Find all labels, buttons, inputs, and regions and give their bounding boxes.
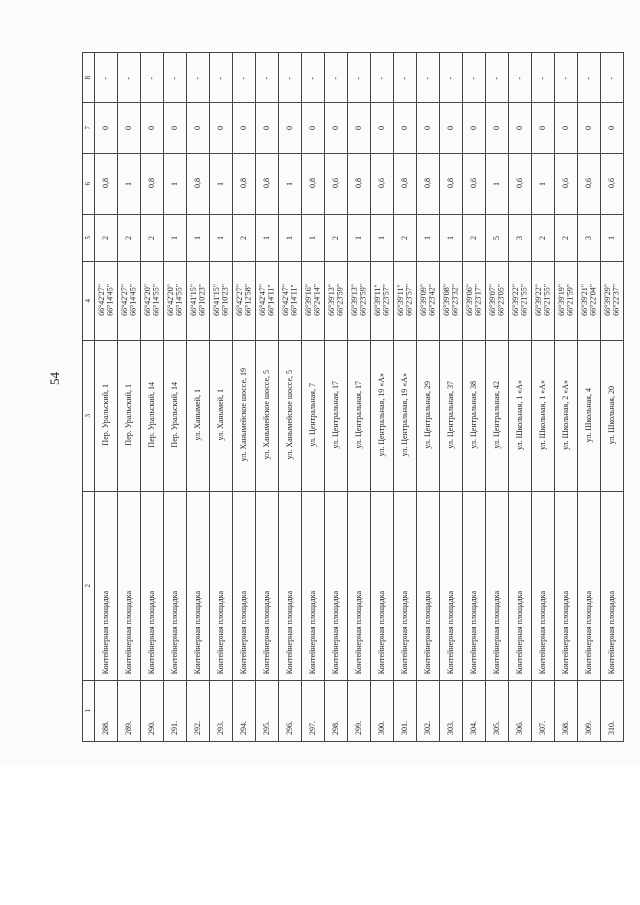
cell-object-type: Контейнерная площадка xyxy=(417,492,440,681)
cell-coordinates: 66°42'20" 66°14'55" xyxy=(141,262,164,340)
cell-row-number: 309. xyxy=(578,681,601,742)
cell-col-7: 0 xyxy=(164,103,187,153)
cell-col-8: - xyxy=(371,53,394,103)
field-object-type xyxy=(83,492,624,681)
cell-count: 1 xyxy=(256,214,279,262)
cell-object-type: Контейнерная площадка xyxy=(256,492,279,681)
cell-volume: 0,6 xyxy=(463,153,486,214)
cell-row-number: 302. xyxy=(417,681,440,742)
header-cell: 5 xyxy=(83,214,95,262)
cell-col-8: - xyxy=(256,53,279,103)
cell-address: Пер. Уральский, 14 xyxy=(141,340,164,491)
cell-row-number: 304. xyxy=(463,681,486,742)
cell-coordinates: 66°42'47" 66°14'11" xyxy=(279,262,302,340)
cell-volume: 0,8 xyxy=(348,153,371,214)
cell-volume: 1 xyxy=(118,153,141,214)
cell-coordinates: 66°39'07" 66°23'05" xyxy=(486,262,509,340)
cell-row-number: 291. xyxy=(164,681,187,742)
cell-col-7: 0 xyxy=(302,103,325,153)
cell-coordinates: 66°42'27" 66°12'58" xyxy=(233,262,256,340)
cell-col-7: 0 xyxy=(141,103,164,153)
cell-address: Пер. Уральский, 14 xyxy=(164,340,187,491)
cell-address: ул. Центральная, 37 xyxy=(440,340,463,491)
cell-volume: 0,8 xyxy=(233,153,256,214)
cell-address: ул. Центральная, 42 xyxy=(486,340,509,491)
cell-col-8: - xyxy=(233,53,256,103)
cell-count: 2 xyxy=(95,214,118,262)
cell-row-number: 292. xyxy=(187,681,210,742)
cell-object-type: Контейнерная площадка xyxy=(164,492,187,681)
cell-address: ул. Школьная, 20 xyxy=(601,340,624,491)
cell-count: 3 xyxy=(578,214,601,262)
cell-row-number: 298. xyxy=(325,681,348,742)
cell-row-number: 289. xyxy=(118,681,141,742)
cell-count: 2 xyxy=(532,214,555,262)
cell-col-7: 0 xyxy=(394,103,417,153)
cell-object-type: Контейнерная площадка xyxy=(555,492,578,681)
cell-volume: 0,6 xyxy=(371,153,394,214)
cell-count: 1 xyxy=(371,214,394,262)
cell-object-type: Контейнерная площадка xyxy=(302,492,325,681)
cell-object-type: Контейнерная площадка xyxy=(233,492,256,681)
cell-count: 2 xyxy=(233,214,256,262)
cell-count: 1 xyxy=(279,214,302,262)
cell-row-number: 303. xyxy=(440,681,463,742)
cell-count: 2 xyxy=(118,214,141,262)
cell-address: ул. Центральная, 7 xyxy=(302,340,325,491)
cell-volume: 0,8 xyxy=(417,153,440,214)
cell-count: 1 xyxy=(348,214,371,262)
cell-address: ул. Школьная, 4 xyxy=(578,340,601,491)
cell-col-8: - xyxy=(601,53,624,103)
cell-row-number: 300. xyxy=(371,681,394,742)
cell-object-type: Контейнерная площадка xyxy=(578,492,601,681)
cell-address: ул. Ханымейское шоссе, 19 xyxy=(233,340,256,491)
cell-col-7: 0 xyxy=(440,103,463,153)
cell-volume: 0,6 xyxy=(555,153,578,214)
cell-row-number: 310. xyxy=(601,681,624,742)
cell-col-7: 0 xyxy=(532,103,555,153)
cell-coordinates: 66°39'16" 66°24'14" xyxy=(302,262,325,340)
cell-volume: 0,6 xyxy=(325,153,348,214)
cell-row-number: 305. xyxy=(486,681,509,742)
cell-count: 2 xyxy=(463,214,486,262)
cell-col-7: 0 xyxy=(187,103,210,153)
cell-col-7: 0 xyxy=(601,103,624,153)
cell-object-type: Контейнерная площадка xyxy=(440,492,463,681)
cell-col-8: - xyxy=(394,53,417,103)
cell-coordinates: 66°39'19" 66°21'59" xyxy=(555,262,578,340)
field-count xyxy=(83,214,624,262)
cell-col-8: - xyxy=(141,53,164,103)
cell-address: ул. Центральная, 17 xyxy=(348,340,371,491)
cell-col-7: 0 xyxy=(210,103,233,153)
cell-volume: 0,8 xyxy=(95,153,118,214)
cell-object-type: Контейнерная площадка xyxy=(509,492,532,681)
cell-count: 1 xyxy=(601,214,624,262)
cell-coordinates: 66°39'21" 66°22'04" xyxy=(578,262,601,340)
field-coordinates xyxy=(83,262,624,340)
cell-row-number: 288. xyxy=(95,681,118,742)
cell-row-number: 295. xyxy=(256,681,279,742)
cell-col-8: - xyxy=(486,53,509,103)
cell-row-number: 299. xyxy=(348,681,371,742)
cell-count: 1 xyxy=(302,214,325,262)
cell-col-8: - xyxy=(417,53,440,103)
header-cell: 4 xyxy=(83,262,95,340)
cell-volume: 0,6 xyxy=(601,153,624,214)
cell-count: 1 xyxy=(187,214,210,262)
cell-col-7: 0 xyxy=(578,103,601,153)
cell-col-8: - xyxy=(532,53,555,103)
field-row-number xyxy=(83,681,624,742)
cell-volume: 1 xyxy=(164,153,187,214)
cell-row-number: 297. xyxy=(302,681,325,742)
cell-col-7: 0 xyxy=(463,103,486,153)
cell-object-type: Контейнерная площадка xyxy=(486,492,509,681)
header-cell: 6 xyxy=(83,153,95,214)
cell-volume: 0,8 xyxy=(256,153,279,214)
cell-volume: 1 xyxy=(279,153,302,214)
cell-col-7: 0 xyxy=(555,103,578,153)
cell-col-7: 0 xyxy=(233,103,256,153)
cell-volume: 0,8 xyxy=(141,153,164,214)
cell-count: 5 xyxy=(486,214,509,262)
cell-col-7: 0 xyxy=(256,103,279,153)
cell-object-type: Контейнерная площадка xyxy=(371,492,394,681)
field-col-7 xyxy=(83,103,624,153)
cell-volume: 0,6 xyxy=(578,153,601,214)
cell-coordinates: 66°41'15" 66°10'23" xyxy=(187,262,210,340)
cell-volume: 1 xyxy=(486,153,509,214)
cell-object-type: Контейнерная площадка xyxy=(601,492,624,681)
cell-col-8: - xyxy=(164,53,187,103)
cell-col-7: 0 xyxy=(279,103,302,153)
cell-object-type: Контейнерная площадка xyxy=(348,492,371,681)
cell-address: ул. Ханымей, 1 xyxy=(210,340,233,491)
cell-coordinates: 66°42'27" 66°14'45" xyxy=(118,262,141,340)
header-cell: 8 xyxy=(83,53,95,103)
cell-col-8: - xyxy=(325,53,348,103)
cell-col-8: - xyxy=(118,53,141,103)
cell-coordinates: 66°39'09" 66°23'42" xyxy=(417,262,440,340)
field-volume xyxy=(83,153,624,214)
cell-address: Пер. Уральский, 1 xyxy=(95,340,118,491)
cell-object-type: Контейнерная площадка xyxy=(279,492,302,681)
cell-count: 2 xyxy=(394,214,417,262)
cell-count: 1 xyxy=(210,214,233,262)
cell-col-7: 0 xyxy=(348,103,371,153)
cell-object-type: Контейнерная площадка xyxy=(141,492,164,681)
cell-coordinates: 66°39'29" 66°22'37" xyxy=(601,262,624,340)
cell-col-8: - xyxy=(555,53,578,103)
header-cell: 2 xyxy=(83,492,95,681)
cell-object-type: Контейнерная площадка xyxy=(463,492,486,681)
header-cell: 3 xyxy=(83,340,95,491)
cell-count: 2 xyxy=(555,214,578,262)
cell-row-number: 294. xyxy=(233,681,256,742)
cell-col-7: 0 xyxy=(486,103,509,153)
cell-col-8: - xyxy=(463,53,486,103)
cell-object-type: Контейнерная площадка xyxy=(118,492,141,681)
cell-row-number: 301. xyxy=(394,681,417,742)
cell-col-7: 0 xyxy=(417,103,440,153)
cell-object-type: Контейнерная площадка xyxy=(532,492,555,681)
cell-object-type: Контейнерная площадка xyxy=(210,492,233,681)
cell-object-type: Контейнерная площадка xyxy=(95,492,118,681)
cell-row-number: 290. xyxy=(141,681,164,742)
cell-row-number: 296. xyxy=(279,681,302,742)
cell-col-8: - xyxy=(279,53,302,103)
cell-col-7: 0 xyxy=(325,103,348,153)
cell-address: ул. Центральная, 19 «А» xyxy=(371,340,394,491)
cell-col-7: 0 xyxy=(95,103,118,153)
cell-coordinates: 66°39'13" 66°23'59" xyxy=(348,262,371,340)
field-address xyxy=(83,340,624,491)
cell-col-7: 0 xyxy=(118,103,141,153)
cell-coordinates: 66°39'08" 66°23'32" xyxy=(440,262,463,340)
cell-coordinates: 66°39'11" 66°23'57" xyxy=(371,262,394,340)
cell-address: ул. Школьная, 1 «А» xyxy=(509,340,532,491)
cell-row-number: 308. xyxy=(555,681,578,742)
cell-coordinates: 66°41'15" 66°10'23" xyxy=(210,262,233,340)
cell-volume: 0,8 xyxy=(394,153,417,214)
cell-coordinates: 66°42'47" 66°14'11" xyxy=(256,262,279,340)
cell-col-8: - xyxy=(210,53,233,103)
cell-coordinates: 66°39'13" 66°23'59" xyxy=(325,262,348,340)
cell-volume: 1 xyxy=(532,153,555,214)
cell-row-number: 307. xyxy=(532,681,555,742)
cell-address: ул. Ханымейское шоссе, 5 xyxy=(279,340,302,491)
cell-coordinates: 66°39'11" 66°23'57" xyxy=(394,262,417,340)
cell-address: ул. Ханымейское шоссе, 5 xyxy=(256,340,279,491)
cell-address: ул. Школьная, 2 «А» xyxy=(555,340,578,491)
cell-coordinates: 66°39'06" 66°23'17" xyxy=(463,262,486,340)
cell-count: 2 xyxy=(141,214,164,262)
cell-object-type: Контейнерная площадка xyxy=(394,492,417,681)
cell-count: 1 xyxy=(417,214,440,262)
cell-coordinates: 66°39'22" 66°21'55" xyxy=(509,262,532,340)
cell-address: ул. Центральная, 19 «А» xyxy=(394,340,417,491)
cell-col-7: 0 xyxy=(371,103,394,153)
cell-address: ул. Центральная, 38 xyxy=(463,340,486,491)
cell-col-8: - xyxy=(302,53,325,103)
cell-col-8: - xyxy=(187,53,210,103)
container-sites-table xyxy=(82,52,624,742)
cell-address: ул. Центральная, 29 xyxy=(417,340,440,491)
cell-volume: 0,6 xyxy=(509,153,532,214)
cell-address: ул. Центральная, 17 xyxy=(325,340,348,491)
cell-coordinates: 66°39'22" 66°21'55" xyxy=(532,262,555,340)
cell-col-8: - xyxy=(509,53,532,103)
cell-col-8: - xyxy=(348,53,371,103)
cell-count: 3 xyxy=(509,214,532,262)
cell-coordinates: 66°42'20" 66°14'55" xyxy=(164,262,187,340)
cell-volume: 0,8 xyxy=(187,153,210,214)
cell-col-7: 0 xyxy=(509,103,532,153)
cell-coordinates: 66°42'27" 66°14'45" xyxy=(95,262,118,340)
cell-count: 2 xyxy=(325,214,348,262)
cell-col-8: - xyxy=(95,53,118,103)
cell-object-type: Контейнерная площадка xyxy=(325,492,348,681)
cell-volume: 0,8 xyxy=(302,153,325,214)
header-cell: 1 xyxy=(83,681,95,742)
cell-address: ул. Ханымей, 1 xyxy=(187,340,210,491)
cell-volume: 0,8 xyxy=(440,153,463,214)
cell-col-8: - xyxy=(578,53,601,103)
cell-row-number: 306. xyxy=(509,681,532,742)
cell-count: 1 xyxy=(164,214,187,262)
cell-count: 1 xyxy=(440,214,463,262)
cell-address: ул. Школьная, 1 «А» xyxy=(532,340,555,491)
cell-address: Пер. Уральский, 1 xyxy=(118,340,141,491)
cell-row-number: 293. xyxy=(210,681,233,742)
header-cell: 7 xyxy=(83,103,95,153)
page-number: 54 xyxy=(47,372,62,385)
cell-object-type: Контейнерная площадка xyxy=(187,492,210,681)
cell-volume: 1 xyxy=(210,153,233,214)
cell-col-8: - xyxy=(440,53,463,103)
field-col-8 xyxy=(83,53,624,103)
